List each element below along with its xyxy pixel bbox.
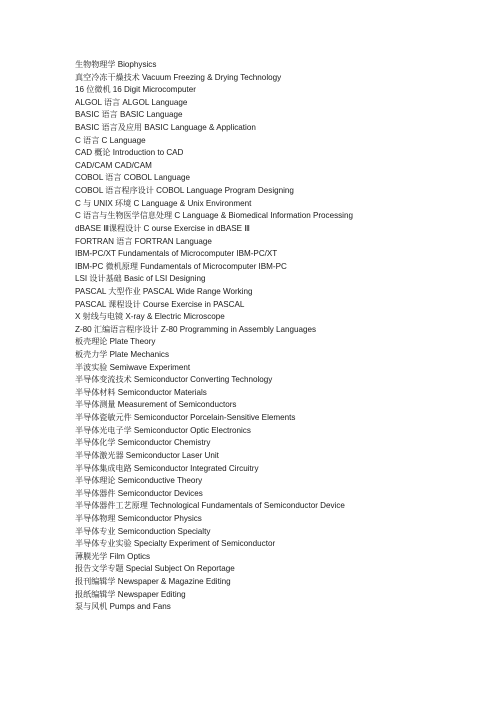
entry-line: 报告文学专题 Special Subject On Reportage <box>75 564 235 574</box>
entry-line: 半导体变流技术 Semiconductor Converting Technology <box>75 375 273 385</box>
entry-line: 半导体专业实验 Specialty Experiment of Semiconductor <box>75 539 276 549</box>
entry-line: LSI 设计基础 Basic of LSI Designing <box>75 274 206 284</box>
entry-line: X 射线与电镜 X-ray & Electric Microscope <box>75 312 225 322</box>
entry-line: BASIC 语言 BASIC Language <box>75 110 183 120</box>
entry-line: 半导体测量 Measurement of Semiconductors <box>75 400 237 410</box>
entry-line: 半导体物理 Semiconductor Physics <box>75 513 202 523</box>
entry-line: 半导体集成电路 Semiconductor Integrated Circuitry <box>75 463 259 473</box>
entry-line: CAD 概论 Introduction to CAD <box>75 148 184 158</box>
entry-line: PASCAL 课程设计 Course Exercise in PASCAL <box>75 299 245 309</box>
entry-line: 半导体瓷敏元件 Semiconductor Porcelain-Sensitive Elements <box>75 413 296 423</box>
entry-line: BASIC 语言及应用 BASIC Language & Application <box>75 123 256 133</box>
entry-line: 板壳理论 Plate Theory <box>75 337 156 347</box>
entry-line: 生物物理学 Biophysics <box>75 60 157 69</box>
entry-line: C 语言 C Language <box>75 135 146 145</box>
entry-line: 半波实验 Semiwave Experiment <box>75 362 191 372</box>
entry-line: IBM-PC 微机原理 Fundamentals of Microcomputer IBM-PC <box>75 261 287 271</box>
entry-line: 薄膜光学 Film Optics <box>75 551 151 561</box>
entry-line: 板壳力学 Plate Mechanics <box>75 350 170 360</box>
entry-line: PASCAL 大型作业 PASCAL Wide Range Working <box>75 286 253 296</box>
entry-line: 16 位微机 16 Digit Microcomputer <box>75 85 196 95</box>
entry-line: Z-80 汇编语言程序设计 Z-80 Programming in Assembly Languages <box>75 324 317 334</box>
entry-line: ALGOL 语言 ALGOL Language <box>75 97 188 107</box>
entry-line: 半导体器件 Semiconductor Devices <box>75 488 203 498</box>
entry-line: IBM-PC/XT Fundamentals of Microcomputer IBM-PC/XT <box>75 249 278 259</box>
entry-line: 泵与风机 Pumps and Fans <box>75 602 171 612</box>
entry-line: 半导体光电子学 Semiconductor Optic Electronics <box>75 425 251 435</box>
entry-line: 半导体激光器 Semiconductor Laser Unit <box>75 450 219 460</box>
entry-line: FORTRAN 语言 FORTRAN Language <box>75 236 212 246</box>
entry-line: 半导体理论 Semiconductive Theory <box>75 476 203 486</box>
entry-line: 真空冷冻干燥技术 Vacuum Freezing & Drying Technology <box>75 72 282 82</box>
entry-line: COBOL 语言程序设计 COBOL Language Program Designing <box>75 186 294 196</box>
document-page <box>75 59 485 614</box>
entry-line: 报纸编辑学 Newspaper Editing <box>75 589 186 599</box>
entry-line: C 与 UNIX 环境 C Language & Unix Environment <box>75 198 252 208</box>
entry-line: dBASE Ⅲ课程设计 C ourse Exercise in dBASE Ⅲ <box>75 223 250 233</box>
entry-line: CAD/CAM CAD/CAM <box>75 160 152 170</box>
entry-line: COBOL 语言 COBOL Language <box>75 173 191 183</box>
entry-line: C 语言与生物医学信息处理 C Language & Biomedical Information Processing <box>75 211 353 221</box>
entry-line: 半导体器件工艺原理 Technological Fundamentals of Semiconductor Device <box>75 501 345 511</box>
entry-line: 半导体化学 Semiconductor Chemistry <box>75 438 211 448</box>
entry-line: 半导体材料 Semiconductor Materials <box>75 387 207 397</box>
entry-line: 半导体专业 Semiconduction Specialty <box>75 526 211 536</box>
entry-line: 报刊编辑学 Newspaper & Magazine Editing <box>75 576 231 586</box>
